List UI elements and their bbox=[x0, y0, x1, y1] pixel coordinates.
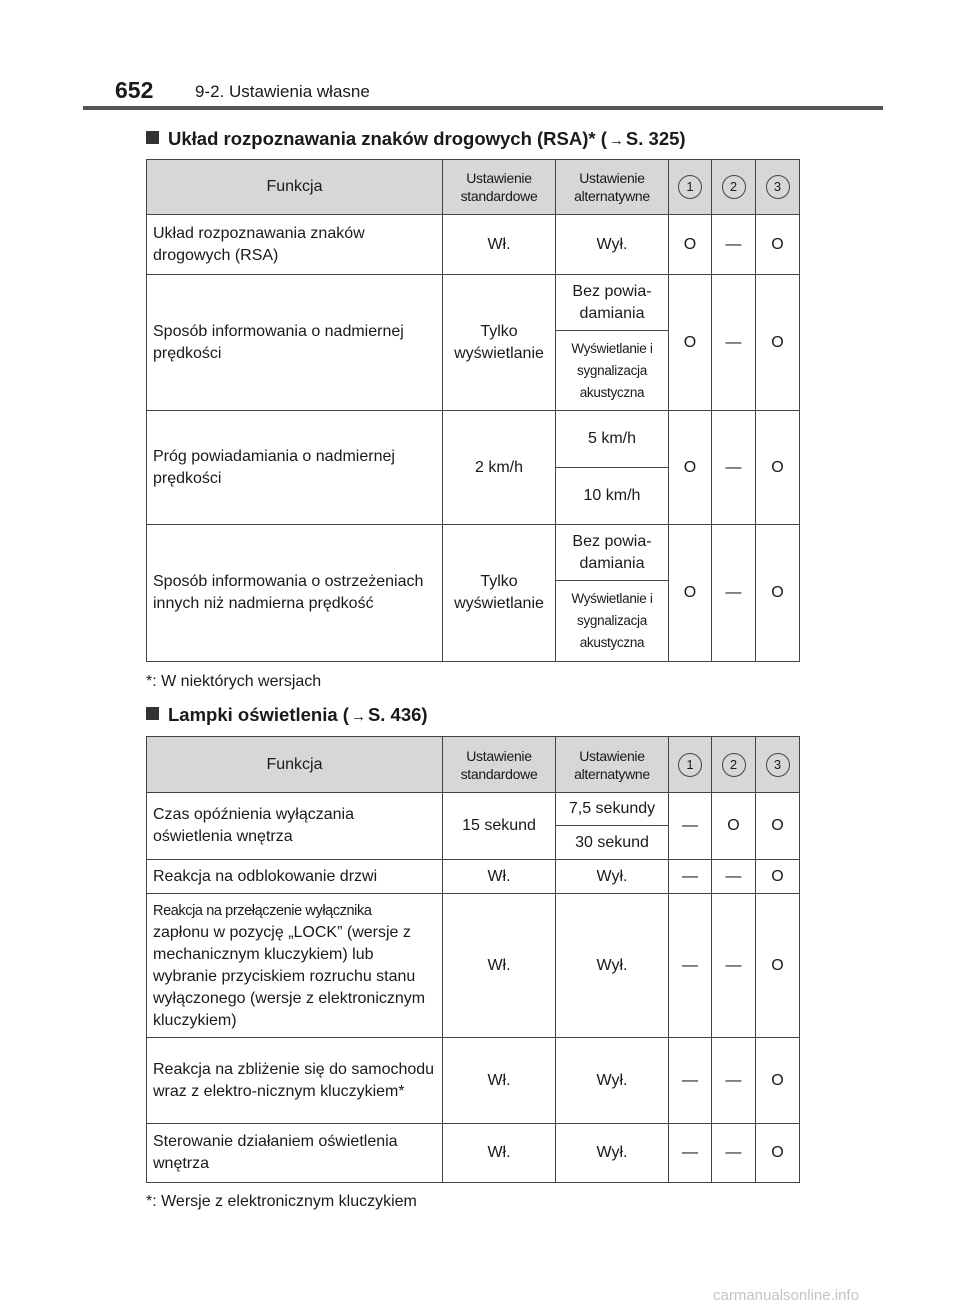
section-heading-lights bbox=[146, 704, 428, 726]
column-setting-1 bbox=[669, 737, 712, 793]
row-alternative: Bez powia-damiania bbox=[556, 275, 669, 331]
row-setting-1: O bbox=[669, 525, 712, 662]
row-label bbox=[147, 894, 443, 1038]
column-function: Funkcja bbox=[147, 737, 443, 793]
row-alternative: 5 km/h bbox=[556, 411, 669, 468]
row-setting-3: O bbox=[756, 275, 800, 411]
row-setting-1: — bbox=[669, 894, 712, 1038]
column-default: Ustawienie standardowe bbox=[443, 160, 556, 215]
row-setting-3: O bbox=[756, 894, 800, 1038]
row-setting-2: — bbox=[712, 275, 756, 411]
row-label: Sposób informowania o ostrzeżeniach innych niż nadmierna prędkość bbox=[147, 525, 443, 662]
row-setting-1: O bbox=[669, 411, 712, 525]
row-default: Wł. bbox=[443, 894, 556, 1038]
header-rule bbox=[83, 106, 883, 110]
row-default: Tylko wyświetlanie bbox=[443, 525, 556, 662]
row-alternative: Wył. bbox=[556, 1038, 669, 1124]
row-setting-1: — bbox=[669, 793, 712, 860]
square-bullet-icon bbox=[146, 707, 159, 720]
row-default: Tylko wyświetlanie bbox=[443, 275, 556, 411]
column-default: Ustawienie standardowe bbox=[443, 737, 556, 793]
settings-table-lights bbox=[146, 736, 800, 1183]
row-setting-3: O bbox=[756, 215, 800, 275]
column-alternative: Ustawienie alternatywne bbox=[556, 160, 669, 215]
column-setting-3 bbox=[756, 737, 800, 793]
section-ref: S. 325) bbox=[625, 128, 686, 149]
section-heading-rsa bbox=[146, 128, 686, 150]
column-setting-2 bbox=[712, 737, 756, 793]
table-header bbox=[147, 160, 800, 215]
row-alternative: Wył. bbox=[556, 215, 669, 275]
column-function: Funkcja bbox=[147, 160, 443, 215]
row-setting-2: — bbox=[712, 894, 756, 1038]
arrow-right-icon: → bbox=[608, 132, 624, 149]
table-row bbox=[147, 860, 800, 894]
row-label: Reakcja na odblokowanie drzwi bbox=[147, 860, 443, 894]
circled-number: 3 bbox=[766, 753, 790, 777]
row-setting-1: — bbox=[669, 860, 712, 894]
row-default: Wł. bbox=[443, 1124, 556, 1183]
footnote-lights: *: Wersje z elektronicznym kluczykiem bbox=[146, 1193, 417, 1210]
row-setting-3: O bbox=[756, 411, 800, 525]
row-label: Układ rozpoznawania znaków drogowych (RSA) bbox=[147, 215, 443, 275]
section-title: Lampki oświetlenia ( bbox=[168, 704, 349, 725]
column-setting-1 bbox=[669, 160, 712, 215]
row-label: Czas opóźnienia wyłączania oświetlenia wnętrza bbox=[147, 793, 443, 860]
row-setting-1: — bbox=[669, 1124, 712, 1183]
row-setting-3: O bbox=[756, 525, 800, 662]
table-row bbox=[147, 275, 800, 331]
row-alternative: Wył. bbox=[556, 894, 669, 1038]
row-alternative: Wyświetlanie i sygnalizacja akustyczna bbox=[556, 581, 669, 662]
row-setting-1: O bbox=[669, 215, 712, 275]
circled-number: 3 bbox=[766, 175, 790, 199]
column-setting-2 bbox=[712, 160, 756, 215]
page-header bbox=[83, 72, 883, 106]
chapter-title: 9-2. Ustawienia własne bbox=[195, 82, 370, 101]
arrow-right-icon: → bbox=[350, 708, 366, 725]
row-setting-2: — bbox=[712, 1038, 756, 1124]
row-setting-2: — bbox=[712, 411, 756, 525]
column-alternative: Ustawienie alternatywne bbox=[556, 737, 669, 793]
row-label: Sterowanie działaniem oświetlenia wnętrza bbox=[147, 1124, 443, 1183]
row-label: Sposób informowania o nadmiernej prędkości bbox=[147, 275, 443, 411]
square-bullet-icon bbox=[146, 131, 159, 144]
row-setting-3: O bbox=[756, 1124, 800, 1183]
row-setting-3: O bbox=[756, 793, 800, 860]
row-default: Wł. bbox=[443, 215, 556, 275]
settings-table-rsa bbox=[146, 159, 800, 662]
table-header bbox=[147, 737, 800, 793]
row-label: Próg powiadamiania o nadmiernej prędkości bbox=[147, 411, 443, 525]
row-alternative: 30 sekund bbox=[556, 826, 669, 860]
table-row bbox=[147, 1124, 800, 1183]
page-number: 652 bbox=[115, 77, 154, 103]
row-alternative: 10 km/h bbox=[556, 468, 669, 525]
circled-number: 2 bbox=[722, 753, 746, 777]
circled-number: 2 bbox=[722, 175, 746, 199]
row-default: 2 km/h bbox=[443, 411, 556, 525]
table-row bbox=[147, 411, 800, 468]
section-ref: S. 436) bbox=[367, 704, 428, 725]
table-row bbox=[147, 1038, 800, 1124]
row-setting-2: — bbox=[712, 1124, 756, 1183]
circled-number: 1 bbox=[678, 753, 702, 777]
table-row bbox=[147, 894, 800, 1038]
row-setting-2: O bbox=[712, 793, 756, 860]
row-alternative: Bez powia-damiania bbox=[556, 525, 669, 581]
table-row bbox=[147, 793, 800, 826]
watermark: carmanualsonline.info bbox=[713, 1287, 859, 1304]
column-setting-3 bbox=[756, 160, 800, 215]
row-default: Wł. bbox=[443, 860, 556, 894]
row-default: Wł. bbox=[443, 1038, 556, 1124]
circled-number: 1 bbox=[678, 175, 702, 199]
row-setting-1: — bbox=[669, 1038, 712, 1124]
row-label: Reakcja na zbliżenie się do samochodu wraz z elektro-nicznym kluczykiem* bbox=[147, 1038, 443, 1124]
row-setting-3: O bbox=[756, 1038, 800, 1124]
row-alternative: Wyświetlanie i sygnalizacja akustyczna bbox=[556, 331, 669, 411]
row-alternative: Wył. bbox=[556, 1124, 669, 1183]
footnote-rsa: *: W niektórych wersjach bbox=[146, 673, 322, 690]
row-label-rest: zapłonu w pozycję „LOCK” (wersje z mechanicznym kluczykiem) lub wybranie przyciskiem rozruchu stanu wyłączonego (wersje z elektronicznym kluczykiem) bbox=[153, 923, 426, 1029]
row-alternative: Wył. bbox=[556, 860, 669, 894]
row-alternative: 7,5 sekundy bbox=[556, 793, 669, 826]
row-setting-2: — bbox=[712, 525, 756, 662]
section-title: Układ rozpoznawania znaków drogowych (RSA)* ( bbox=[168, 128, 607, 149]
row-setting-2: — bbox=[712, 215, 756, 275]
table-row bbox=[147, 215, 800, 275]
row-setting-1: O bbox=[669, 275, 712, 411]
row-setting-3: O bbox=[756, 860, 800, 894]
row-setting-2: — bbox=[712, 860, 756, 894]
row-label-line: Reakcja na przełączenie wyłącznika bbox=[153, 902, 372, 919]
table-row bbox=[147, 525, 800, 581]
row-default: 15 sekund bbox=[443, 793, 556, 860]
